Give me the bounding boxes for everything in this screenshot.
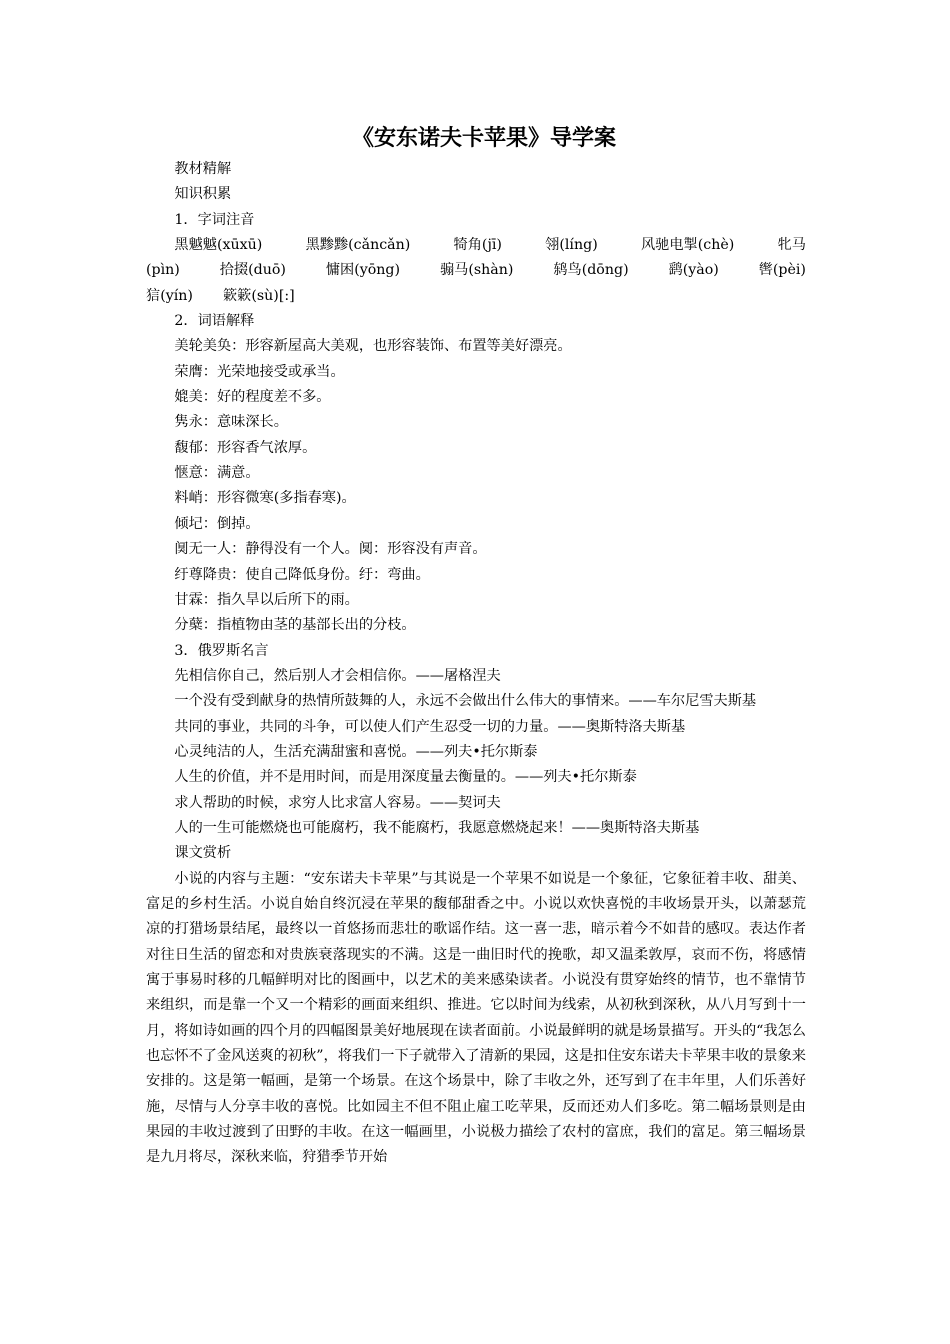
definition-item: 分蘖：指植物由茎的基部长出的分枝。 <box>174 617 416 634</box>
heading-appreciation: 课文赏析 <box>174 845 232 862</box>
quote-item: 人生的价值，并不是用时间，而是用深度量去衡量的。——列夫•托尔斯泰 <box>174 769 637 786</box>
quote-item: 求人帮助的时候，求穷人比求富人容易。——契诃夫 <box>174 794 501 811</box>
pinyin-item: 慵困(yōng) <box>325 262 401 279</box>
pinyin-item: 牝马 <box>777 237 806 254</box>
heading-pronunciation: 1．字词注音 <box>174 211 255 228</box>
definition-item: 纡尊降贵：使自己降低身份。纡：弯曲。 <box>174 566 430 583</box>
heading-textbook: 教材精解 <box>174 161 232 177</box>
definition-item: 隽永：意味深长。 <box>174 414 288 431</box>
heading-quotes: 3．俄罗斯名言 <box>174 642 269 659</box>
pinyin-item: 风驰电掣(chè) <box>640 237 735 254</box>
pinyin-item: 翎(líng) <box>545 237 598 254</box>
pinyin-item: 辔(pèi) <box>758 262 806 279</box>
pinyin-row <box>146 284 806 309</box>
definition-item: 美轮美奂：形容新屋高大美观，也形容装饰、布置等美好漂亮。 <box>174 338 572 355</box>
definition-item: 阒无一人：静得没有一个人。阒：形容没有声音。 <box>174 541 487 558</box>
pinyin-item: (pìn) <box>146 262 180 279</box>
pinyin-item: 鹞(yào) <box>668 262 719 279</box>
quote-item: 一个没有受到献身的热情所鼓舞的人，永远不会做出什么伟大的事情来。——车尔尼雪夫斯基 <box>174 693 757 710</box>
pinyin-item: 犄角(jī) <box>453 237 502 254</box>
document-title: 《安东诺夫卡苹果》导学案 <box>351 125 616 151</box>
quote-item: 先相信你自己，然后别人才会相信你。——屠格涅夫 <box>174 667 501 684</box>
quote-item: 共同的事业，共同的斗争，可以使人们产生忍受一切的力量。——奥斯特洛夫斯基 <box>174 718 686 735</box>
definition-item: 荣膺：光荣地接受或承当。 <box>174 363 345 380</box>
pinyin-item: 狺(yín) <box>146 287 193 304</box>
pinyin-row <box>146 233 806 258</box>
pinyin-item: 鸫鸟(dōng) <box>553 262 629 279</box>
definition-item: 惬意：满意。 <box>174 465 260 482</box>
definition-item: 媲美：好的程度差不多。 <box>174 389 331 406</box>
pinyin-item: 簌簌(sù)[:] <box>222 287 295 304</box>
pinyin-row <box>146 258 806 283</box>
definition-item: 倾圮：倒掉。 <box>174 515 260 532</box>
document-body <box>146 118 806 1171</box>
pinyin-item: 黑魆魆(xūxū) <box>174 237 263 254</box>
appreciation-paragraph: 小说的内容与主题：“安东诺夫卡苹果”与其说是一个苹果不如说是一个象征，它象征着丰收、甜美、富足的乡村生活。小说自始自终沉浸在苹果的馥郁甜香之中。小说以欢快喜悦的丰收场景开头，以萧瑟荒凉的打猎场景结尾，最终以一首悠扬而悲壮的歌谣作结。这一喜一悲，暗示着今不如昔的感叹。表达作者对往日生活的留恋和对贵族衰落现实的不满。这是一曲旧时代的挽歌，却又温柔敦厚，哀而不伤，将感情寓于事易时移的几幅鲜明对比的图画中，以艺术的美来感染读者。小说没有贯穿始终的情节，也不靠情节来组织，而是靠一个又一个精彩的画面来组织、推进。它以时间为线索，从初秋到深秋，从八月写到十一月，将如诗如画的四个月的四幅图景美好地展现在读者面前。小说最鲜明的就是场景描写。开头的“我怎么也忘怀不了金风送爽的初秋”，将我们一下子就带入了清新的果园，这是扣住安东诺夫卡苹果丰收的景象来安排的。这是第一幅画，是第一个场景。在这个场景中，除了丰收之外，还写到了在丰年里，人们乐善好施，尽情与人分享丰收的喜悦。比如园主不但不阻止雇工吃苹果，反而还劝人们多吃。第二幅场景则是由果园的丰收过渡到了田野的丰收。在这一幅画里，小说极力描绘了农村的富庶，我们的富足。第三幅场景是九月将尽，深秋来临，狩猎季节开始 <box>146 870 806 1166</box>
heading-explanations: 2．词语解释 <box>174 313 255 330</box>
definition-item: 馥郁：形容香气浓厚。 <box>174 439 317 456</box>
heading-knowledge: 知识积累 <box>174 186 232 203</box>
quote-item: 人的一生可能燃烧也可能腐朽，我不能腐朽，我愿意燃烧起来！——奥斯特洛夫斯基 <box>174 819 700 836</box>
definition-item: 料峭：形容微寒(多指春寒)。 <box>174 490 356 507</box>
pinyin-item: 拾掇(duō) <box>219 262 286 279</box>
pinyin-item: 黑黪黪(cǎncǎn) <box>305 237 411 254</box>
pinyin-item: 骟马(shàn) <box>439 262 514 279</box>
definition-item: 甘霖：指久旱以后所下的雨。 <box>174 591 359 608</box>
quote-item: 心灵纯洁的人，生活充满甜蜜和喜悦。——列夫•托尔斯泰 <box>174 743 538 760</box>
